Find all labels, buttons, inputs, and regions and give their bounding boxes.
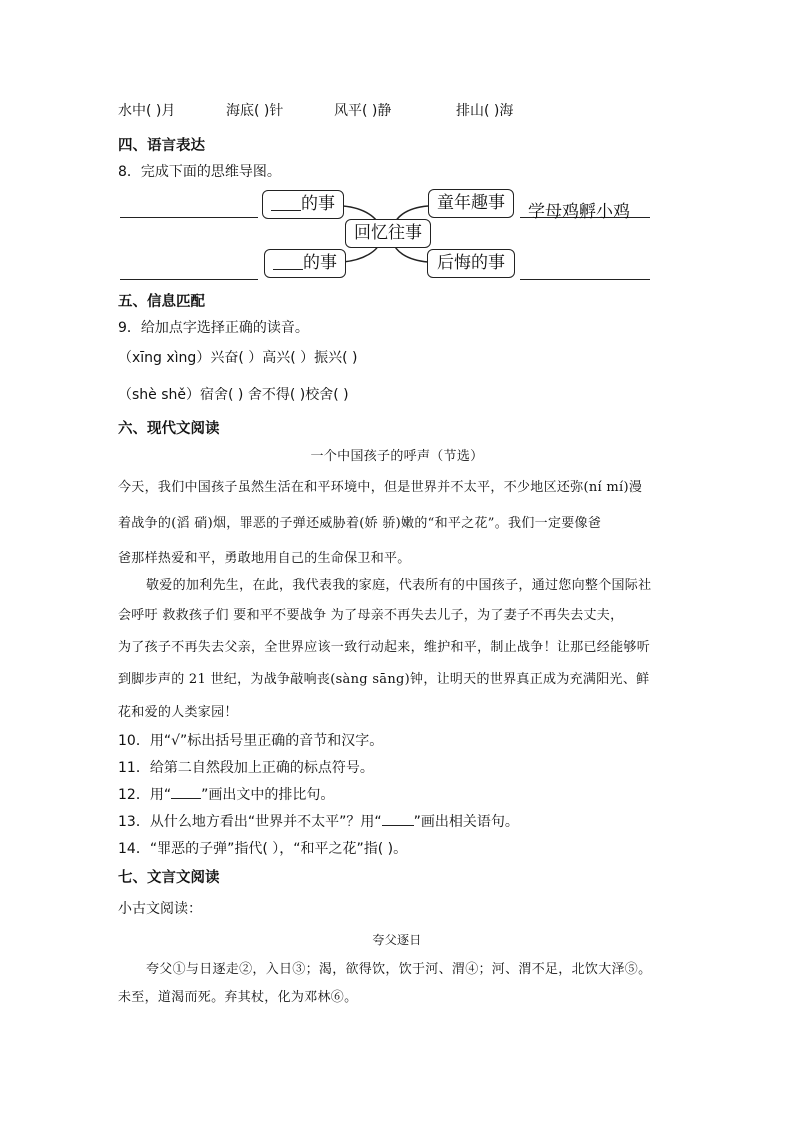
section-5-title: 五、信息匹配 <box>118 294 205 310</box>
paragraph-1-line-3: 爸那样热爱和平，勇敢地用自己的生命保卫和平。 <box>118 551 411 566</box>
question-13-prefix: 13．从什么地方看出“世界并不太平”？用“ <box>118 814 382 830</box>
question-13-suffix: ”画出相关语句。 <box>413 814 519 830</box>
mindmap-connectors <box>0 0 794 300</box>
question-14: 14．“罪恶的子弹”指代( ），“和平之花”指( )。 <box>118 841 408 857</box>
section-7-title: 七、文言文阅读 <box>118 870 220 886</box>
paragraph-2-line-5: 花和爱的人类家园！ <box>118 705 238 720</box>
answer-line-bottom-right[interactable] <box>520 258 650 280</box>
mindmap-node-top-left <box>262 190 344 219</box>
mindmap-node-bottom-left <box>264 249 346 278</box>
paragraph-1-line-1: 今天，我们中国孩子虽然生活在和平环境中，但是世界并不太平，不少地区还弥(ní mí)漫 <box>118 480 643 495</box>
underline-sample <box>171 786 201 799</box>
paragraph-1-line-2: 着战争的(滔 硝)烟，罪恶的子弹还威胁着(娇 骄)嫩的“和平之花”。我们一定要像爸 <box>118 516 602 531</box>
idiom-item-4: 排山( )海 <box>456 103 514 119</box>
question-10: 10．用“√”标出括号里正确的音节和汉字。 <box>118 733 384 749</box>
paragraph-2-line-3: 为了孩子不再失去父亲，全世界应该一致行动起来，维护和平，制止战争！让那已经能够听 <box>118 640 651 655</box>
article-title: 一个中国孩子的呼声（节选） <box>310 449 484 464</box>
section-6-title: 六、现代文阅读 <box>118 421 220 437</box>
question-8: 8．完成下面的思维导图。 <box>118 164 281 180</box>
idiom-item-1: 水中( )月 <box>118 103 176 119</box>
mindmap-center-node: 回忆往事 <box>345 219 431 248</box>
classical-line-2: 未至，道渴而死。弃其杖，化为邓林⑥。 <box>118 990 358 1005</box>
question-11: 11．给第二自然段加上正确的标点符号。 <box>118 760 374 776</box>
classical-line-1: 夸父①与日逐走②，入日③；渴，欲得饮，饮于河、渭④；河、渭不足，北饮大泽⑤。 <box>146 962 652 977</box>
classical-intro: 小古文阅读： <box>118 901 202 917</box>
answer-line-top-left[interactable] <box>120 196 258 218</box>
idiom-item-2: 海底( )针 <box>226 103 284 119</box>
question-9: 9．给加点字选择正确的读音。 <box>118 320 309 336</box>
mindmap-node-bottom-right: 后悔的事 <box>427 249 515 278</box>
paragraph-2-line-4: 到脚步声的 21 世纪，为战争敲响丧(sàng sāng)钟，让明天的世界真正成为充满阳光、鲜 <box>118 672 650 687</box>
answer-line-bottom-left[interactable] <box>120 258 258 280</box>
mindmap-node-top-right: 童年趣事 <box>428 189 514 218</box>
paragraph-2-line-1: 敬爱的加利先生，在此，我代表我的家庭，代表所有的中国孩子，通过您向整个国际社 <box>146 578 652 593</box>
mindmap-top-left-suffix: 的事 <box>301 194 335 214</box>
mindmap-bottom-left-suffix: 的事 <box>303 253 337 273</box>
pinyin-row-1: （xīng xìng）兴奋( ）高兴( ）振兴( ) <box>118 350 358 366</box>
question-13 <box>118 811 519 831</box>
idiom-item-3: 风平( )静 <box>334 103 392 119</box>
pinyin-row-2: （shè shě）宿舍( ) 舍不得( )校舍( ) <box>118 387 349 403</box>
thin-line-sample <box>382 819 414 826</box>
question-12-suffix: ”画出文中的排比句。 <box>201 787 335 803</box>
top-right-answer-text: 学母鸡孵小鸡 <box>528 202 630 222</box>
question-12 <box>118 784 334 804</box>
question-12-prefix: 12．用“ <box>118 787 172 803</box>
classical-article-title: 夸父逐日 <box>372 933 422 947</box>
section-4-title: 四、语言表达 <box>118 138 205 154</box>
paragraph-2-line-2: 会呼吁 救救孩子们 要和平不要战争 为了母亲不再失去儿子，为了妻子不再失去丈夫， <box>118 608 624 623</box>
